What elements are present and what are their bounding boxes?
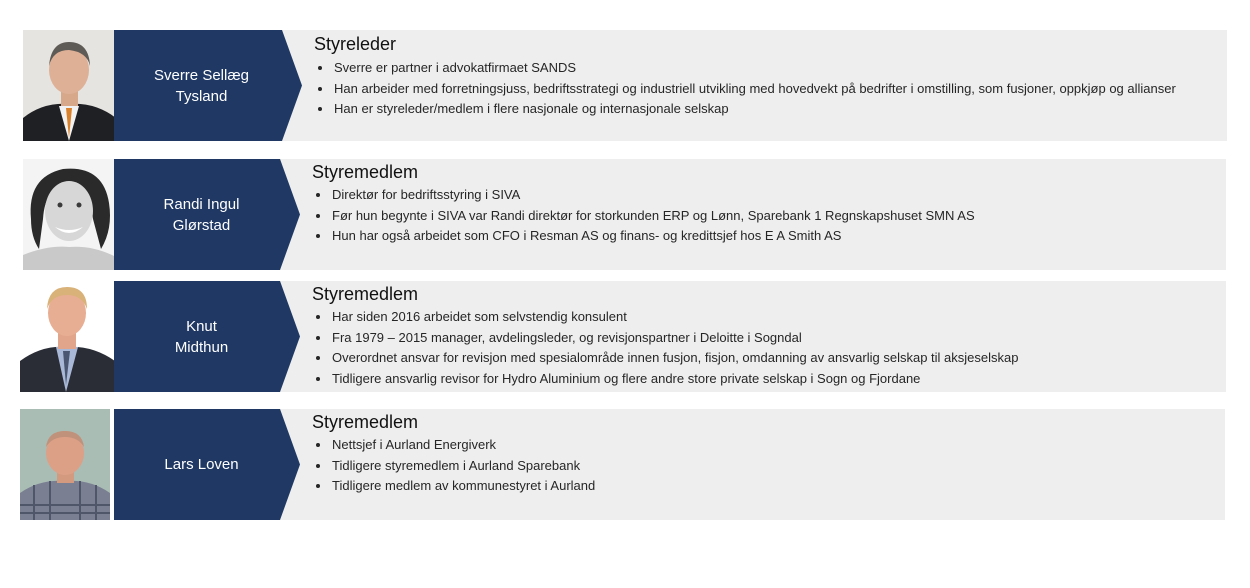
list-item: Tidligere ansvarlig revisor for Hydro Aluminium og flere andre store private selskap i Sogn og Fjordane: [312, 369, 1018, 390]
member-name-line2: Glørstad: [172, 216, 231, 234]
person-photo-icon: [20, 409, 110, 520]
person-photo-icon: [23, 159, 116, 270]
list-item: Direktør for bedriftsstyring i SIVA: [312, 185, 975, 206]
list-item: Nettsjef i Aurland Energiverk: [312, 435, 595, 456]
member-role: Styremedlem: [312, 284, 419, 304]
list-item: Sverre er partner i advokatfirmaet SANDS: [314, 58, 1176, 79]
member-name: [114, 281, 289, 392]
board-member-row: [0, 281, 1250, 392]
member-name-line2: Tysland: [175, 87, 228, 105]
board-member-row: [0, 409, 1250, 520]
list-item: Overordnet ansvar for revisjon med spesialområde innen fusjon, fisjon, omdanning av ansvarlig selskap til aksjeselskap: [312, 348, 1018, 369]
list-item: Hun har også arbeidet som CFO i Resman AS og finans- og kredittsjef hos E A Smith AS: [312, 226, 975, 247]
list-item: Har siden 2016 arbeidet som selvstendig konsulent: [312, 307, 1018, 328]
list-item: Han er styreleder/medlem i flere nasjonale og internasjonale selskap: [314, 99, 1176, 120]
list-item: Tidligere medlem av kommunestyret i Aurland: [312, 476, 595, 497]
list-item: Tidligere styremedlem i Aurland Sparebank: [312, 456, 595, 477]
member-name-line1: Knut: [186, 317, 217, 335]
bullet-list: [312, 307, 1018, 389]
list-item: Fra 1979 – 2015 manager, avdelingsleder, og revisjonspartner i Deloitte i Sogndal: [312, 328, 1018, 349]
member-name: [114, 159, 289, 270]
bullet-list: [312, 185, 975, 247]
person-photo-icon: [20, 281, 115, 392]
board-member-row: [0, 30, 1250, 141]
member-name-line1: Lars Loven: [164, 456, 239, 473]
member-name-line1: Sverre Sellæg: [153, 66, 250, 84]
person-photo-icon: [23, 30, 116, 141]
member-name: [114, 409, 289, 520]
member-name-line2: Midthun: [174, 338, 229, 356]
member-role: Styremedlem: [312, 412, 419, 432]
member-name: [114, 30, 289, 141]
list-item: Han arbeider med forretningsjuss, bedriftsstrategi og industriell utvikling med hovedvekt på bedrifter i omstilling, som fusjoner, oppkjøp og allianser: [314, 79, 1176, 100]
member-role: Styremedlem: [312, 162, 419, 182]
member-role: Styreleder: [314, 34, 397, 54]
bullet-list: [312, 435, 595, 497]
board-member-row: [0, 159, 1250, 270]
list-item: Før hun begynte i SIVA var Randi direktør for storkunden ERP og Lønn, Sparebank 1 Regnskapshuset SMN AS: [312, 206, 975, 227]
bullet-list: [314, 58, 1176, 120]
member-name-line1: Randi Ingul: [163, 195, 240, 213]
